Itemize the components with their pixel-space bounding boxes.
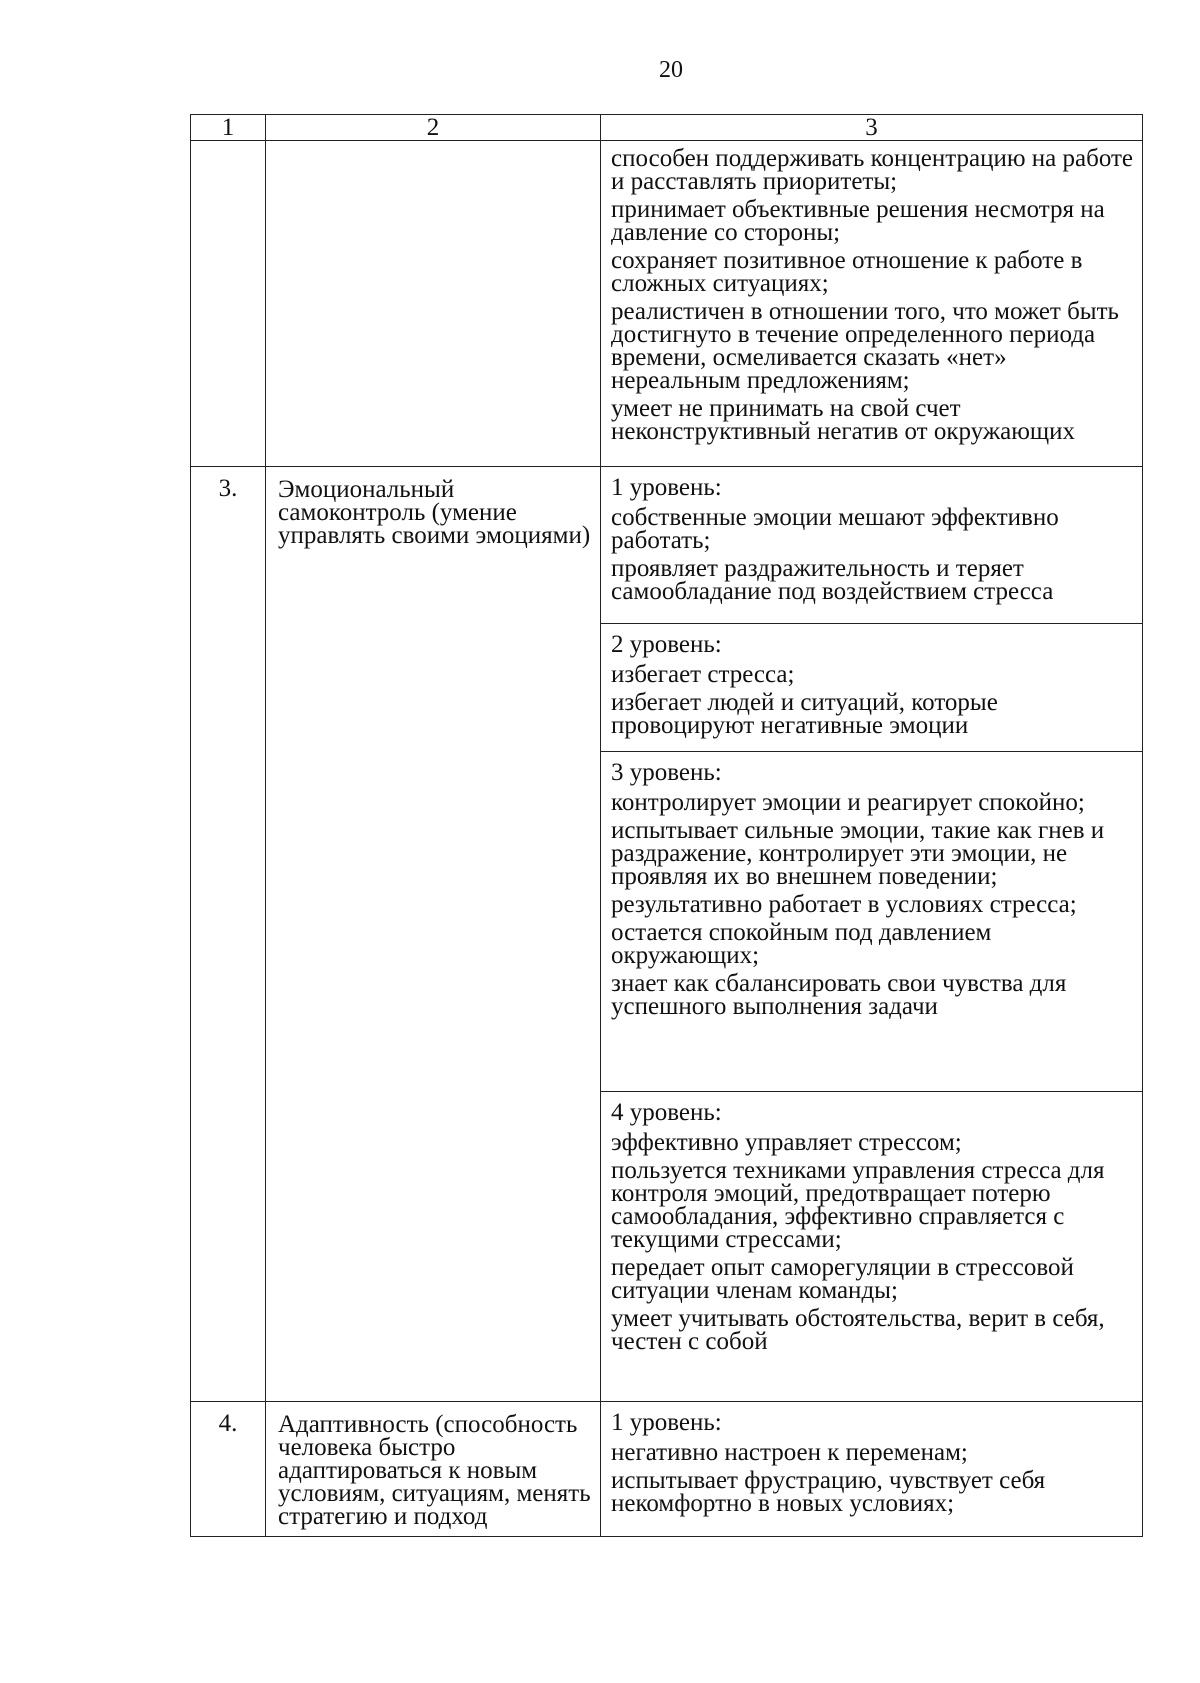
indicator-item: негативно настроен к переменам; (611, 1439, 968, 1466)
indicator-item: испытывает фрустрацию, чувствует себя некомфортно в новых условиях; (611, 1467, 1046, 1517)
table-row (191, 1402, 1143, 1537)
level-cell (601, 467, 1143, 624)
indicator-item: результативно работает в условиях стресса; (611, 891, 1077, 918)
table-row (191, 141, 1143, 467)
page-number: 20 (659, 57, 683, 83)
indicator-item: умеет учитывать обстоятельства, верит в себя, честен с собой (611, 1305, 1105, 1355)
competency-title: Адаптивность (способность человека быстро адаптироваться к новым условиям, ситуациям, менять стратегию и подход (266, 1402, 601, 1537)
indicator-item: сохраняет позитивное отношение к работе в сложных ситуациях; (611, 247, 1083, 297)
indicator-item: знает как сбалансировать свои чувства для успешного выполнения задачи (611, 970, 1067, 1020)
indicator-item: эффективно управляет стрессом; (611, 1129, 962, 1156)
indicator-item: собственные эмоции мешают эффективно работать; (611, 504, 1059, 554)
level-label: 2 уровень: (611, 631, 722, 658)
level-cell (601, 1092, 1143, 1402)
level-label: 4 уровень: (611, 1099, 722, 1126)
indicators-cell (601, 141, 1143, 467)
indicator-item: умеет не принимать на свой счет неконструктивный негатив от окружающих (611, 395, 1076, 445)
number-cell (191, 141, 266, 467)
table-header-row (191, 115, 1143, 141)
indicator-item: остается спокойным под давлением окружающих; (611, 919, 992, 969)
indicator-item: избегает стресса; (611, 661, 795, 688)
competency-table (190, 114, 1143, 1537)
competency-number: 3. (191, 467, 266, 1402)
indicator-item: испытывает сильные эмоции, такие как гнев и раздражение, контролирует эти эмоции, не проявляя их во внешнем поведении; (611, 817, 1105, 890)
indicator-item: проявляет раздражительность и теряет самообладание под воздействием стресса (611, 555, 1054, 605)
column-header-2: 2 (266, 115, 601, 141)
table-row (191, 467, 1143, 624)
level-label: 1 уровень: (611, 1409, 722, 1436)
level-label: 3 уровень: (611, 759, 722, 786)
competency-cell (266, 141, 601, 467)
indicator-item: реалистичен в отношении того, что может быть достигнуто в течение определенного периода времени, осмеливается сказать «нет» нереальным предложениям; (611, 298, 1119, 394)
level-cell (601, 624, 1143, 752)
indicator-item: пользуется техниками управления стресса для контроля эмоций, предотвращает потерю самообладания, эффективно справляется с текущими стрессами; (611, 1157, 1105, 1253)
indicator-item: принимает объективные решения несмотря на давление со стороны; (611, 196, 1105, 246)
indicator-item: передает опыт саморегуляции в стрессовой ситуации членам команды; (611, 1254, 1074, 1304)
column-header-1: 1 (191, 115, 266, 141)
column-header-3: 3 (601, 115, 1143, 141)
indicator-item: контролирует эмоции и реагирует спокойно; (611, 789, 1085, 816)
level-label: 1 уровень: (611, 474, 722, 501)
level-cell (601, 752, 1143, 1092)
level-cell (601, 1402, 1143, 1537)
indicator-item: способен поддерживать концентрацию на работе и расставлять приоритеты; (611, 145, 1134, 195)
indicator-item: избегает людей и ситуаций, которые провоцируют негативные эмоции (611, 689, 998, 739)
competency-title: Эмоциональный самоконтроль (умение управлять своими эмоциями) (266, 467, 601, 1402)
competency-number: 4. (191, 1402, 266, 1537)
